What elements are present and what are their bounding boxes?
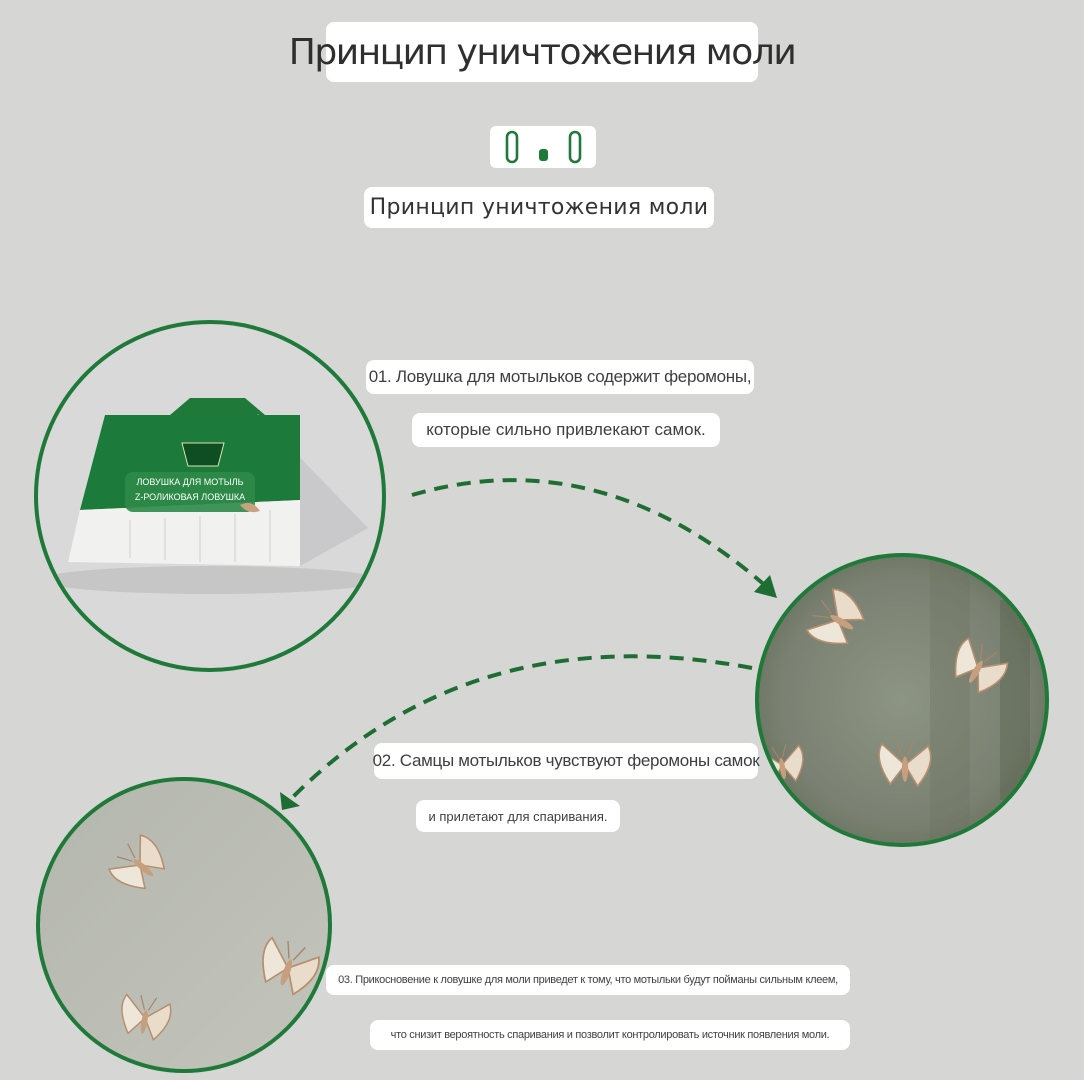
product-label (125, 475, 255, 505)
step-3-line-1: 03. Прикосновение к ловушке для моли приведет к тому, что мотыльки будут пойманы сильным клеем, (326, 965, 850, 995)
product-label-line1: ЛОВУШКА ДЛЯ МОТЫЛЬ (136, 477, 244, 487)
step-2-line-1: 02. Самцы мотыльков чувствуют феромоны самок (374, 743, 758, 779)
step-1-line-1: 01. Ловушка для мотыльков содержит феромоны, (366, 360, 754, 394)
step-2-line-2: и прилетают для спаривания. (416, 800, 620, 832)
arrow-icon (412, 480, 777, 598)
page-title: Принцип уничтожения моли (326, 22, 758, 82)
step-1-line-2: которые сильно привлекают самок. (412, 413, 720, 447)
moths-caught-image (38, 779, 330, 1071)
moths-attracted-image (757, 555, 1047, 855)
arrow-icon (280, 656, 752, 810)
step-3-line-2: что снизит вероятность спаривания и позволит контролировать источник появления моли. (370, 1020, 850, 1050)
product-label-line2: Z-РОЛИКОВАЯ ЛОВУШКА (134, 492, 246, 502)
section-subtitle: Принцип уничтожения моли (364, 187, 714, 228)
